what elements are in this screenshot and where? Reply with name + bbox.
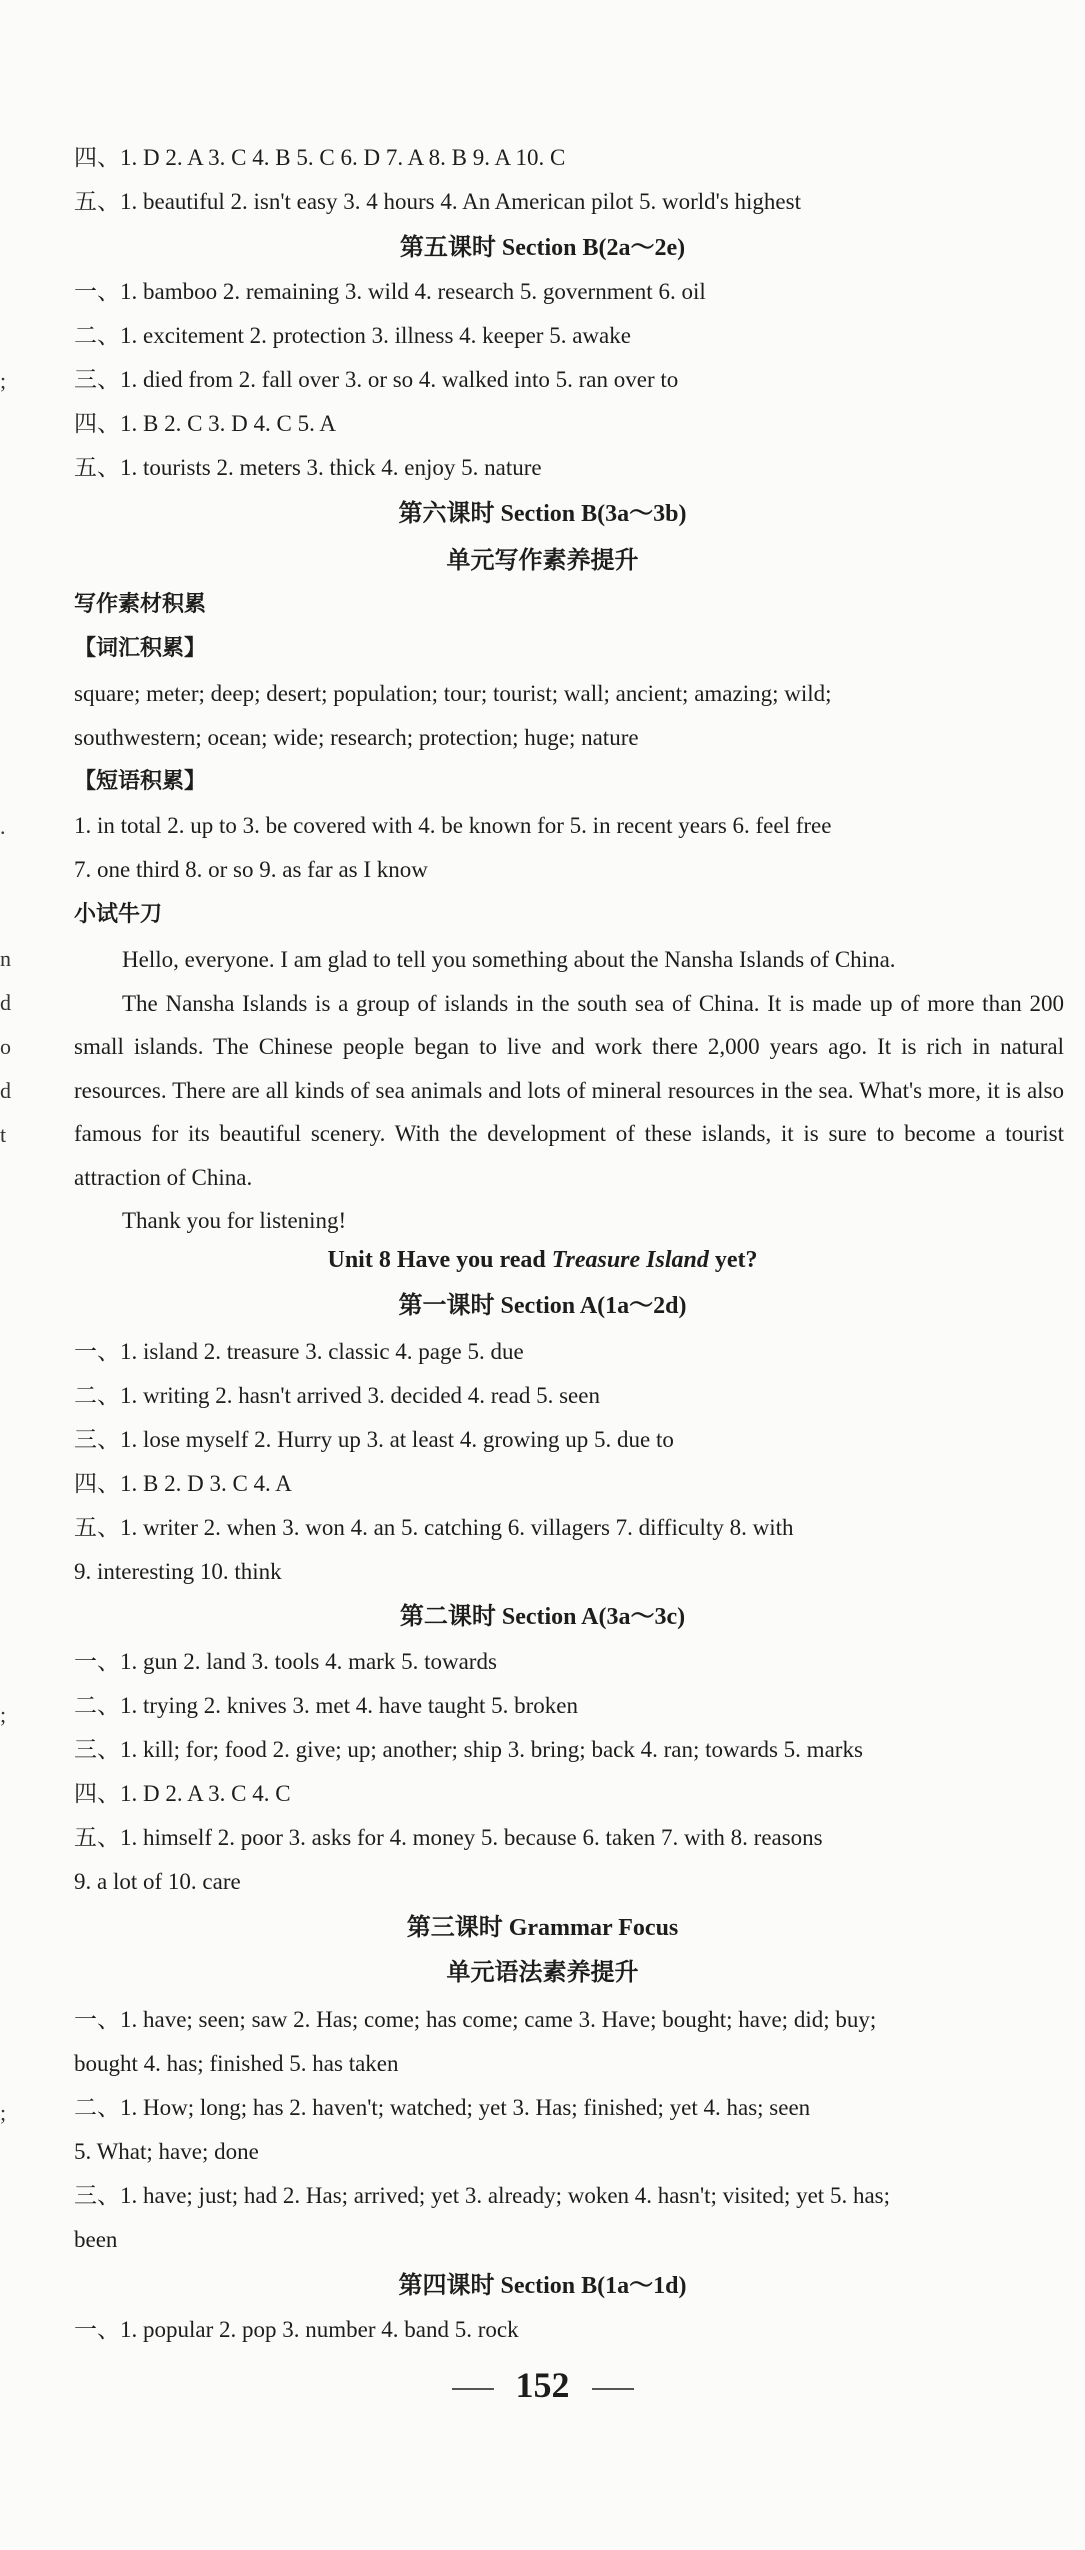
answer-line: 四、1. B 2. C 3. D 4. C 5. A [74,411,336,436]
answer-line: bought 4. has; finished 5. has taken [74,2051,399,2076]
edge-mark: o [0,1034,11,1059]
sub-label: 写作素材积累 [74,592,207,617]
answer-line: 五、1. himself 2. poor 3. asks for 4. money 5. because 6. taken 7. with 8. reasons [74,1825,823,1850]
edge-mark: d [0,990,11,1015]
section-heading: 第六课时 Section B(3a～3b) [398,501,687,527]
answer-line: 三、1. kill; for; food 2. give; up; another; ship 3. bring; back 4. ran; towards 5. marks [74,1737,863,1762]
answer-line: 二、1. excitement 2. protection 3. illness 4. keeper 5. awake [74,323,631,348]
answer-line: 五、1. writer 2. when 3. won 4. an 5. catching 6. villagers 7. difficulty 8. with [74,1515,794,1540]
section-heading: 第四课时 Section B(1a～1d) [398,2273,687,2299]
section-heading: 单元语法素养提升 [446,1960,639,1986]
essay [74,938,1064,1243]
unit-heading: Unit 8 Have you read Treasure Island yet? [327,1247,758,1273]
answer-line: 一、1. island 2. treasure 3. classic 4. page 5. due [74,1339,524,1364]
answer-line: 五、1. beautiful 2. isn't easy 3. 4 hours 4. An American pilot 5. world's highest [74,189,801,214]
answer-line: 四、1. B 2. D 3. C 4. A [74,1471,292,1496]
section-heading: 第三课时 Grammar Focus [406,1915,679,1941]
edge-mark: ; [0,368,7,393]
edge-mark: n [0,946,11,971]
answer-line: been [74,2227,118,2252]
section-heading: 第二课时 Section A(3a～3c) [399,1604,686,1630]
section-heading: 单元写作素养提升 [446,548,639,574]
answer-line: southwestern; ocean; wide; research; protection; huge; nature [74,725,639,750]
essay-paragraph: Hello, everyone. I am glad to tell you something about the Nansha Islands of China. [122,947,896,972]
section-heading: 第五课时 Section B(2a～2e) [399,235,686,261]
answer-line: 一、1. bamboo 2. remaining 3. wild 4. research 5. government 6. oil [74,279,706,304]
answer-line: 7. one third 8. or so 9. as far as I know [74,857,428,882]
answer-line: 一、1. gun 2. land 3. tools 4. mark 5. towards [74,1649,497,1674]
answer-line: 一、1. have; seen; saw 2. Has; come; has come; came 3. Have; bought; have; did; buy; [74,2007,877,2032]
sub-label: 小试牛刀 [74,902,163,927]
answer-line: 四、1. D 2. A 3. C 4. B 5. C 6. D 7. A 8. B 9. A 10. C [74,145,566,170]
answer-line: square; meter; deep; desert; population; tour; tourist; wall; ancient; amazing; wild; [74,681,832,706]
answer-line: 1. in total 2. up to 3. be covered with 4. be known for 5. in recent years 6. feel free [74,813,832,838]
answer-line: 三、1. died from 2. fall over 3. or so 4. walked into 5. ran over to [74,367,679,392]
answer-line: 五、1. tourists 2. meters 3. thick 4. enjoy 5. nature [74,455,542,480]
sub-label: 【词汇积累】 [74,636,207,661]
essay-paragraph: The Nansha Islands is a group of islands in the south sea of China. It is made up of more than 200 small islands. The Chinese people began to live and work there 2,000 years ago. It is rich in natural resources. There are all kinds of sea animals and lots of mineral resources in the sea. What's more, it is also famous for its beautiful scenery. With the development of these islands, it is sure to become a tourist attraction of China. [74,990,1064,1190]
page-number: 152 [0,2364,1085,2406]
answer-line: 5. What; have; done [74,2139,259,2164]
answer-line: 二、1. How; long; has 2. haven't; watched; yet 3. Has; finished; yet 4. has; seen [74,2095,811,2120]
edge-mark: t [0,1122,7,1147]
answer-line: 四、1. D 2. A 3. C 4. C [74,1781,291,1806]
answer-line: 二、1. writing 2. hasn't arrived 3. decided 4. read 5. seen [74,1383,600,1408]
essay-paragraph: Thank you for listening! [122,1208,347,1233]
book-title: Treasure Island [551,1247,709,1273]
answer-line: 三、1. have; just; had 2. Has; arrived; yet 3. already; woken 4. hasn't; visited; yet 5. has; [74,2183,890,2208]
edge-mark: . [0,814,6,839]
dash-left [452,2388,494,2390]
edge-mark: ; [0,2100,7,2125]
sub-label: 【短语积累】 [74,769,207,794]
answer-line: 9. interesting 10. think [74,1559,282,1584]
answer-line: 二、1. trying 2. knives 3. met 4. have taught 5. broken [74,1693,579,1718]
dash-right [592,2388,634,2390]
answer-line: 一、1. popular 2. pop 3. number 4. band 5. rock [74,2317,519,2342]
edge-mark: d [0,1078,11,1103]
answer-line: 9. a lot of 10. care [74,1869,241,1894]
answer-line: 三、1. lose myself 2. Hurry up 3. at least 4. growing up 5. due to [74,1427,674,1452]
section-heading: 第一课时 Section A(1a～2d) [398,1293,687,1319]
edge-mark: ; [0,1702,7,1727]
